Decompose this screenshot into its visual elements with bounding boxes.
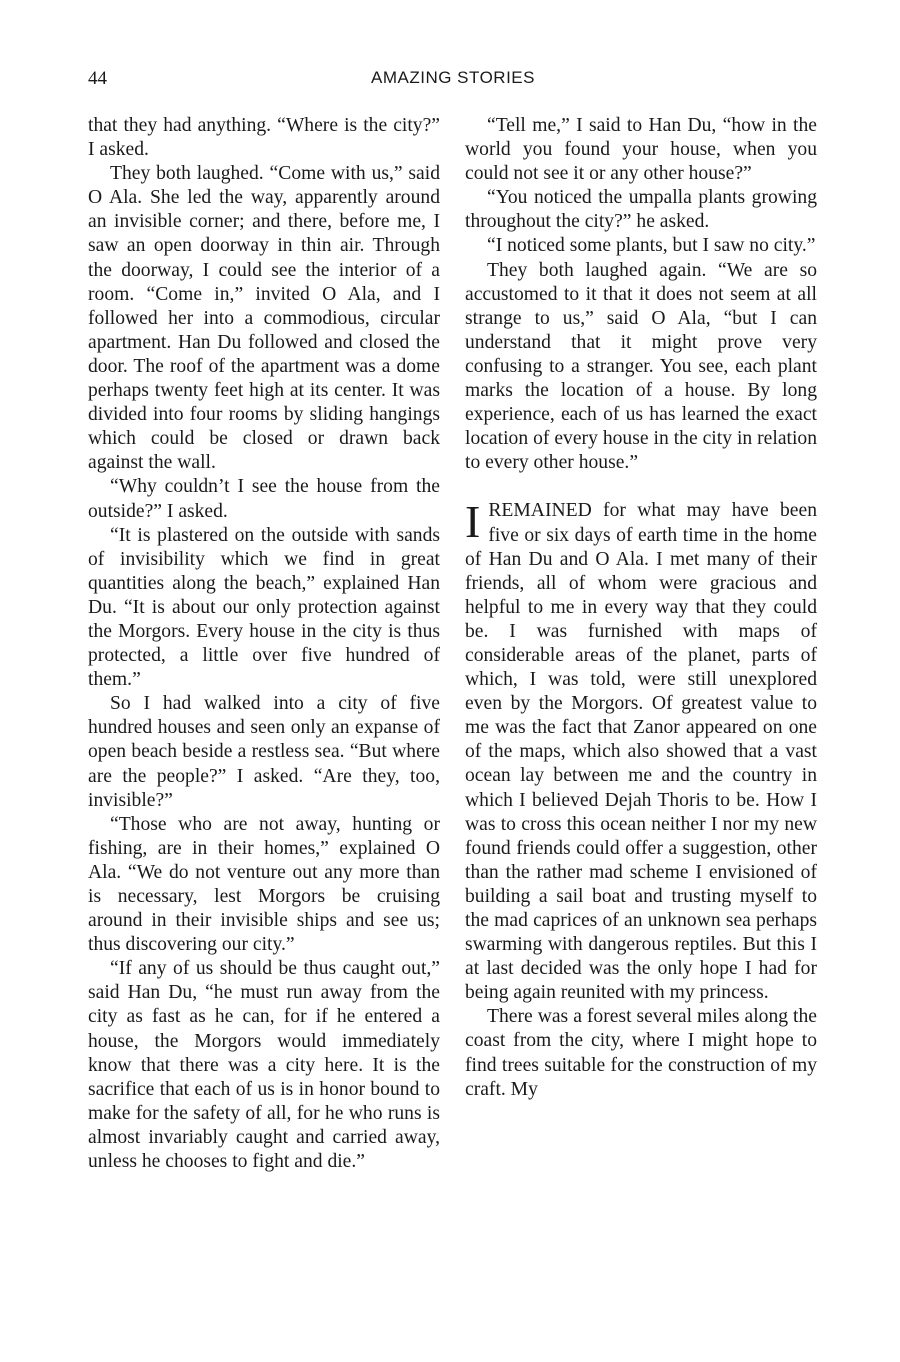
section-opening-text: REMAINED for what may have been five or six days of earth time in the home of Han Du and O Ala. I met many of their friends, all of whom were gracious and helpful to me in every way that they could be. I was furnished with maps of considerable areas of the planet, parts of which, I was told, were still unexplored even by the Morgors. Of greatest value to me was the fact that Zanor appeared on one of the maps, which also showed that a vast ocean lay between me and the country in which I believed Dejah Thoris to be. How I was to cross this ocean neither I nor my new found friends could offer a suggestion, other than the rather mad scheme I envisioned of building a sail boat and trusting myself to the mad caprices of an unknown sea perhaps swarming with dangerous reptiles. But this I at last decided was the only hope I had for being again reunited with my princess. [465, 500, 817, 1004]
page-number: 44 [88, 68, 107, 89]
page-header [88, 68, 818, 94]
paragraph: They both laughed. “Come with us,” said O Ala. She led the way, apparently around an invisible corner; and there, before me, I saw an open doorway in thin air. Through the doorway, I could see the interior of a room. “Come in,” invited O Ala, and I followed her into a commodious, circular apartment. Han Du followed and closed the door. The roof of the apartment was a dome perhaps twenty feet high at its center. It was divided into four rooms by sliding hangings which could be closed or drawn back against the wall. [88, 163, 440, 474]
drop-cap: I [465, 496, 481, 548]
left-column [88, 114, 440, 1174]
right-column [465, 114, 817, 1102]
paragraph: “Those who are not away, hunting or fishing, are in their homes,” explained O Ala. “We do not venture out any more than is necessary, lest Morgors be cruising around in their invisible ships and see us; thus discovering our city.” [88, 813, 440, 956]
paragraph: So I had walked into a city of five hundred houses and seen only an expanse of open beach beside a restless sea. “But where are the people?” I asked. “Are they, too, invisible?” [88, 693, 440, 811]
paragraph: “Why couldn’t I see the house from the outside?” I asked. [88, 476, 440, 522]
paragraph: “It is plastered on the outside with sands of invisibility which we find in great quantities along the beach,” explained Han Du. “It is about our only protection against the Morgors. Every house in the city is thus protected, a little over five hundred of them.” [88, 524, 440, 691]
running-head: AMAZING STORIES [371, 68, 535, 87]
paragraph: There was a forest several miles along the coast from the city, where I might hope to find trees suitable for the construction of my craft. My [465, 1006, 817, 1100]
paragraph: “You noticed the umpalla plants growing throughout the city?” he asked. [465, 187, 817, 233]
paragraph: that they had anything. “Where is the city?” I asked. [88, 115, 440, 161]
paragraph: “I noticed some plants, but I saw no city.” [487, 235, 816, 257]
paragraph: “Tell me,” I said to Han Du, “how in the world you found your house, when you could not see it or any other house?” [465, 115, 817, 185]
section-opening-paragraph [465, 496, 817, 1005]
paragraph: They both laughed again. “We are so accustomed to it that it does not seem at all strange to us,” said O Ala, “but I can understand that it might prove very confusing to a stranger. You see, each plant marks the location of a house. By long experience, each of us has learned the exact location of every house in the city in relation to every other house.” [465, 259, 817, 474]
paragraph: “If any of us should be thus caught out,” said Han Du, “he must run away from the city as fast as he can, for if he entered a house, the Morgors would immediately know that there was a city here. It is the sacrifice that each of us is in honor bound to make for the safety of all, for he who runs is almost invariably caught and carried away, unless he chooses to fight and die.” [88, 958, 440, 1173]
